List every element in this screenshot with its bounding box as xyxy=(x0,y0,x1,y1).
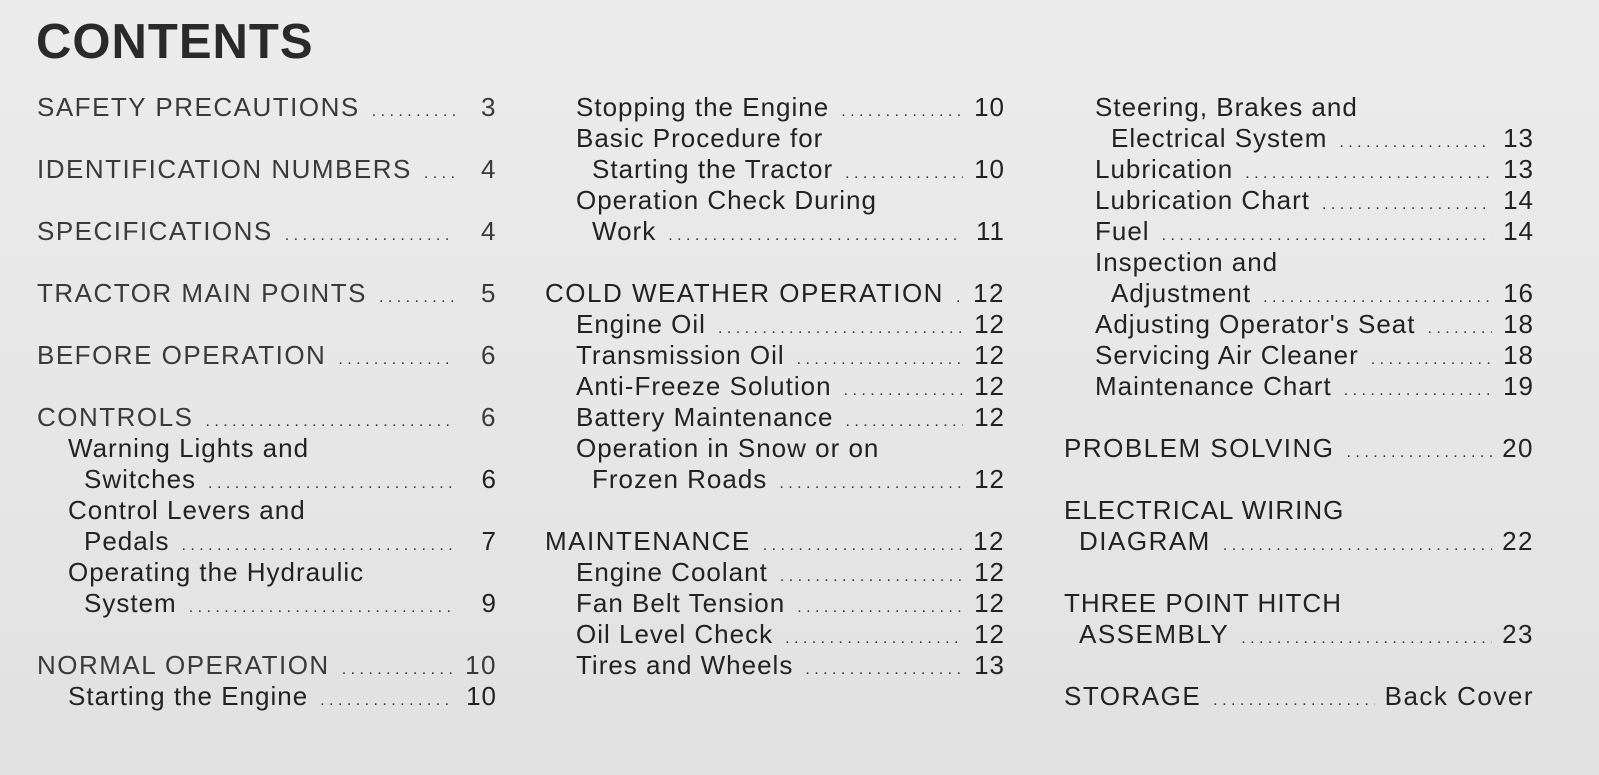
toc-entry[interactable] xyxy=(545,216,1005,247)
toc-entry-title: CONTROLS xyxy=(37,402,194,432)
toc-entry-title: Anti-Freeze Solution xyxy=(576,371,832,401)
toc-page-number: 6 xyxy=(481,464,497,494)
toc-entry[interactable] xyxy=(545,309,1005,340)
toc-entry-title: SPECIFICATIONS xyxy=(37,216,273,246)
toc-page-number: 9 xyxy=(481,588,497,618)
toc-entry-title: Tires and Wheels xyxy=(576,650,794,680)
toc-entry-title: Adjusting Operator's Seat xyxy=(1095,309,1416,339)
toc-entry-title-line: Operating the Hydraulic xyxy=(68,557,365,587)
leader-dots xyxy=(845,154,963,189)
toc-entry[interactable] xyxy=(545,464,1005,495)
toc-entry[interactable] xyxy=(37,154,497,185)
leader-dots xyxy=(1427,309,1492,344)
leader-dots xyxy=(338,340,455,375)
toc-entry[interactable] xyxy=(545,526,1005,557)
leader-dots xyxy=(668,216,963,251)
leader-dots xyxy=(285,216,455,251)
toc-page-number: 10 xyxy=(465,650,497,680)
toc-entry-title: PROBLEM SOLVING xyxy=(1064,433,1335,463)
toc-entry[interactable] xyxy=(1064,433,1534,464)
toc-entry[interactable] xyxy=(1064,371,1534,402)
toc-entry-title: MAINTENANCE xyxy=(545,526,751,556)
toc-entry[interactable] xyxy=(37,464,497,495)
toc-page-number: 10 xyxy=(466,681,497,711)
toc-page-number: 16 xyxy=(1503,278,1534,308)
toc-column-3 xyxy=(1064,92,1534,712)
toc-entry-title: COLD WEATHER OPERATION xyxy=(545,278,944,308)
toc-page-number: 13 xyxy=(1503,154,1534,184)
toc-entry[interactable] xyxy=(545,650,1005,681)
toc-entry-title-line: Basic Procedure for xyxy=(576,123,824,153)
toc-entry[interactable] xyxy=(545,278,1005,309)
toc-entry[interactable] xyxy=(545,340,1005,371)
toc-entry[interactable] xyxy=(1064,619,1534,650)
leader-dots xyxy=(844,371,963,406)
leader-dots xyxy=(372,92,455,127)
leader-dots xyxy=(1371,340,1492,375)
toc-page-number: 19 xyxy=(1503,371,1534,401)
toc-entry-title: Starting the Engine xyxy=(68,681,309,711)
leader-dots xyxy=(424,154,455,189)
leader-dots xyxy=(845,402,963,437)
toc-entry-title: Fan Belt Tension xyxy=(576,588,786,618)
toc-page-number: Back Cover xyxy=(1384,681,1534,711)
toc-page-number: 4 xyxy=(481,154,497,184)
toc-page-number: 10 xyxy=(974,154,1005,184)
leader-dots xyxy=(718,309,963,344)
toc-page-number: 12 xyxy=(974,340,1005,370)
toc-page-number: 11 xyxy=(976,216,1005,246)
toc-entry-title: IDENTIFICATION NUMBERS xyxy=(37,154,412,184)
toc-page-number: 20 xyxy=(1502,433,1534,463)
toc-page-number: 13 xyxy=(974,650,1005,680)
toc-entry-title: Maintenance Chart xyxy=(1095,371,1332,401)
toc-entry[interactable] xyxy=(37,92,497,123)
toc-entry[interactable] xyxy=(545,619,1005,650)
toc-entry-title: ASSEMBLY xyxy=(1079,619,1230,649)
toc-entry[interactable] xyxy=(37,216,497,247)
toc-entry[interactable] xyxy=(545,371,1005,402)
toc-page-number: 4 xyxy=(481,216,497,246)
toc-entry[interactable] xyxy=(545,92,1005,123)
toc-entry[interactable] xyxy=(37,681,497,712)
toc-entry-title: Lubrication xyxy=(1095,154,1234,184)
toc-entry-title: Transmission Oil xyxy=(576,340,785,370)
leader-dots xyxy=(205,402,455,437)
toc-page-number: 13 xyxy=(1503,123,1534,153)
toc-entry-title: Frozen Roads xyxy=(592,464,768,494)
toc-page-number: 7 xyxy=(481,526,497,556)
toc-entry-title: STORAGE xyxy=(1064,681,1202,711)
toc-entry-title: TRACTOR MAIN POINTS xyxy=(37,278,367,308)
leader-dots xyxy=(1241,619,1492,654)
leader-dots xyxy=(1162,216,1492,251)
toc-entry[interactable] xyxy=(1064,216,1534,247)
toc-page-number: 12 xyxy=(974,309,1005,339)
toc-entry-title: Work xyxy=(592,216,657,246)
leader-dots xyxy=(1344,371,1492,406)
toc-page-number: 12 xyxy=(974,371,1005,401)
toc-page-number: 18 xyxy=(1503,340,1534,370)
toc-column-2 xyxy=(545,92,1005,681)
toc-entry[interactable] xyxy=(1064,154,1534,185)
leader-dots xyxy=(1245,154,1492,189)
toc-entry[interactable] xyxy=(37,526,497,557)
toc-entry[interactable] xyxy=(1064,309,1534,340)
leader-dots xyxy=(763,526,963,561)
toc-page-number: 3 xyxy=(481,92,497,122)
toc-entry-title: System xyxy=(84,588,177,618)
toc-entry[interactable] xyxy=(1064,185,1534,216)
toc-entry[interactable] xyxy=(1064,681,1534,712)
toc-entry-title-line: Control Levers and xyxy=(68,495,306,525)
page-title: CONTENTS xyxy=(36,15,314,69)
toc-entry-title: Engine Coolant xyxy=(576,557,768,587)
toc-page-number: 6 xyxy=(481,340,497,370)
toc-entry[interactable] xyxy=(545,557,1005,588)
leader-dots xyxy=(342,650,455,685)
toc-page-number: 12 xyxy=(973,278,1005,308)
toc-page-number: 12 xyxy=(974,464,1005,494)
toc-entry-title: Pedals xyxy=(84,526,170,556)
leader-dots xyxy=(320,681,455,716)
toc-entry-title-line: THREE POINT HITCH xyxy=(1064,588,1342,618)
toc-entry-title: Lubrication Chart xyxy=(1095,185,1310,215)
leader-dots xyxy=(1263,278,1492,313)
toc-entry-title: Oil Level Check xyxy=(576,619,774,649)
leader-dots xyxy=(797,340,963,375)
toc-entry-title: Switches xyxy=(84,464,197,494)
leader-dots xyxy=(780,557,963,592)
toc-page-number: 22 xyxy=(1502,526,1534,556)
toc-page-number: 12 xyxy=(974,619,1005,649)
toc-page-number: 6 xyxy=(481,402,497,432)
toc-entry-title-line: Warning Lights and xyxy=(68,433,310,463)
toc-entry-title-line: Inspection and xyxy=(1095,247,1279,277)
toc-entry[interactable] xyxy=(1064,340,1534,371)
toc-page-number: 12 xyxy=(974,402,1005,432)
leader-dots xyxy=(1339,123,1492,158)
toc-entry[interactable] xyxy=(545,588,1005,619)
toc-entry-title: Servicing Air Cleaner xyxy=(1095,340,1359,370)
toc-entry-title: Stopping the Engine xyxy=(576,92,830,122)
toc-page-number: 18 xyxy=(1503,309,1534,339)
toc-entry-title: Engine Oil xyxy=(576,309,706,339)
toc-entry-title: Adjustment xyxy=(1111,278,1252,308)
toc-page-number: 12 xyxy=(973,526,1005,556)
leader-dots xyxy=(956,278,963,313)
leader-dots xyxy=(805,650,963,685)
leader-dots xyxy=(779,464,963,499)
leader-dots xyxy=(1347,433,1492,468)
toc-page-number: 23 xyxy=(1502,619,1534,649)
toc-entry[interactable] xyxy=(1064,123,1534,154)
toc-entry-title-line: Operation Check During xyxy=(576,185,877,215)
toc-page-number: 5 xyxy=(481,278,497,308)
toc-entry-title-line: Steering, Brakes and xyxy=(1095,92,1358,122)
leader-dots xyxy=(379,278,455,313)
toc-entry[interactable] xyxy=(37,650,497,681)
toc-column-1 xyxy=(37,92,497,712)
toc-entry-title: Battery Maintenance xyxy=(576,402,834,432)
toc-entry-title: BEFORE OPERATION xyxy=(37,340,327,370)
toc-page-number: 12 xyxy=(974,557,1005,587)
toc-entry-title-line: Operation in Snow or on xyxy=(576,433,880,463)
toc-entry-title: Fuel xyxy=(1095,216,1150,246)
toc-page-number: 14 xyxy=(1503,185,1534,215)
toc-entry[interactable] xyxy=(545,402,1005,433)
leader-dots xyxy=(189,588,455,623)
toc-entry-title: Starting the Tractor xyxy=(592,154,834,184)
toc-entry[interactable] xyxy=(545,154,1005,185)
leader-dots xyxy=(182,526,456,561)
toc-entry-title: Electrical System xyxy=(1111,123,1328,153)
toc-page-number: 10 xyxy=(974,92,1005,122)
toc-entry[interactable] xyxy=(37,588,497,619)
leader-dots xyxy=(1322,185,1492,220)
toc-page-number: 12 xyxy=(974,588,1005,618)
toc-entry[interactable] xyxy=(37,278,497,309)
toc-entry[interactable] xyxy=(37,402,497,433)
toc-entry-title-line: ELECTRICAL WIRING xyxy=(1064,495,1345,525)
toc-entry[interactable] xyxy=(1064,526,1534,557)
leader-dots xyxy=(785,619,963,654)
leader-dots xyxy=(797,588,963,623)
leader-dots xyxy=(841,92,963,127)
leader-dots xyxy=(208,464,455,499)
toc-entry[interactable] xyxy=(37,340,497,371)
toc-entry-title: SAFETY PRECAUTIONS xyxy=(37,92,360,122)
toc-entry[interactable] xyxy=(1064,278,1534,309)
leader-dots xyxy=(1213,681,1374,716)
toc-entry-title: DIAGRAM xyxy=(1079,526,1211,556)
toc-entry-title: NORMAL OPERATION xyxy=(37,650,330,680)
toc-page-number: 14 xyxy=(1503,216,1534,246)
leader-dots xyxy=(1223,526,1492,561)
